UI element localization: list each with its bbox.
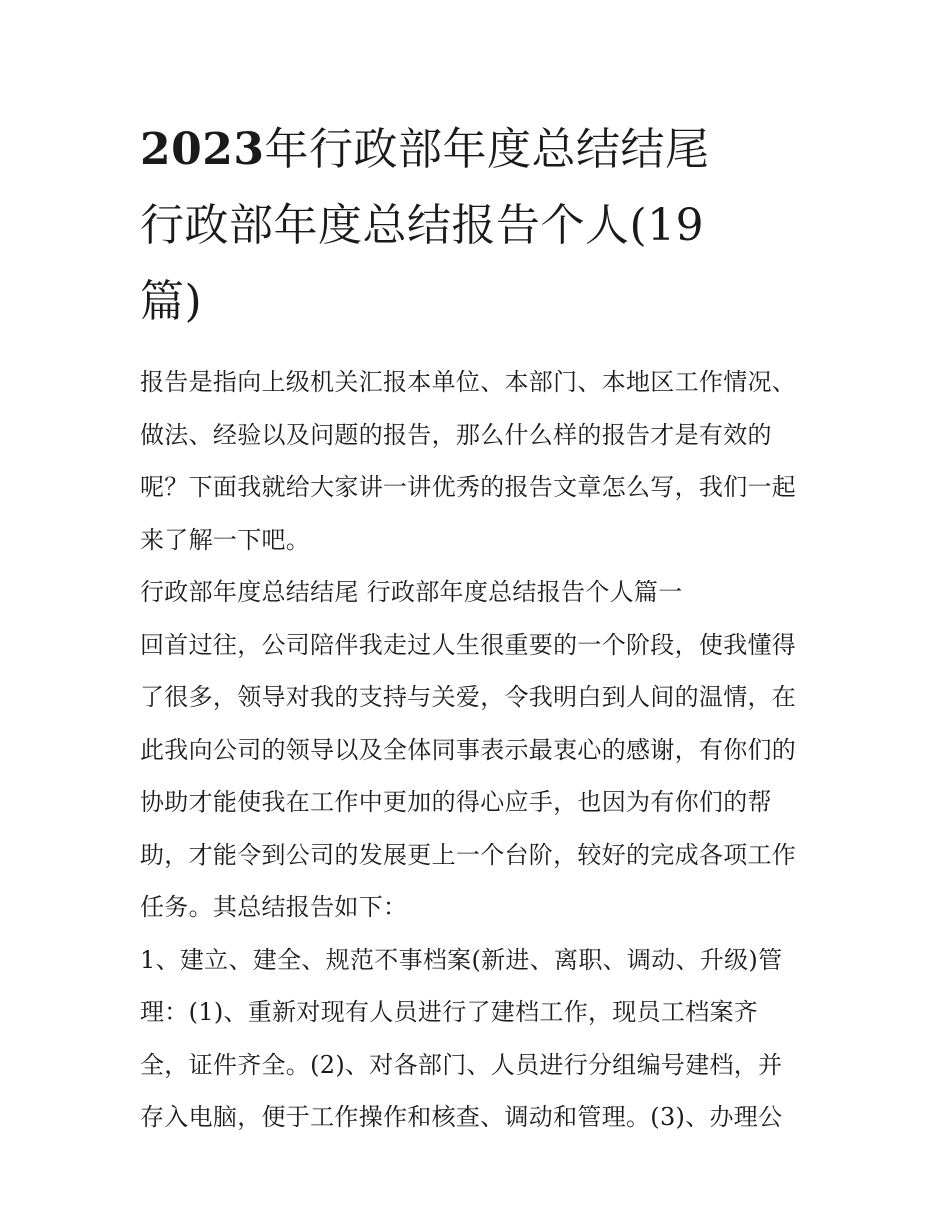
- body-line-4: 来了解一下吧。: [140, 525, 311, 554]
- body-line-9: 协助才能使我在工作中更加的得心应手，也因为有你们的帮: [140, 788, 772, 816]
- title-line-3: 篇): [140, 276, 203, 327]
- document-title: [140, 112, 820, 340]
- body-line-3: 呢？下面我就给大家讲一讲优秀的报告文章怎么写，我们一起: [140, 473, 797, 501]
- body-line-14: 全，证件齐全。(2)、对各部门、人员进行分组编号建档，并: [140, 1050, 783, 1079]
- body-line-15: 存入电脑，便于工作操作和核查、调动和管理。(3)、办理公: [140, 1103, 783, 1131]
- body-line-7: 了很多，领导对我的支持与关爱，令我明白到人间的温情，在: [140, 683, 797, 711]
- body-line-2: 做法、经验以及问题的报告，那么什么样的报告才是有效的: [140, 420, 772, 449]
- body-line-6: 回首过往，公司陪伴我走过人生很重要的一个阶段，使我懂得: [140, 630, 797, 659]
- document-body: [140, 356, 830, 1144]
- title-year: 2023: [140, 124, 265, 175]
- body-line-10: 助，才能令到公司的发展更上一个台阶，较好的完成各项工作: [140, 840, 797, 869]
- title-rest: 年行政部年度总结结尾: [264, 124, 710, 175]
- body-line-12: 1、建立、建全、规范不事档案(新进、离职、调动、升级)管: [140, 945, 783, 974]
- body-line-11: 任务。其总结报告如下：: [140, 893, 408, 921]
- section-heading-1: 行政部年度总结结尾 行政部年度总结报告个人篇一: [140, 578, 683, 606]
- body-line-13: 理：(1)、重新对现有人员进行了建档工作，现员工档案齐: [140, 998, 759, 1026]
- body-line-1: 报告是指向上级机关汇报本单位、本部门、本地区工作情况、: [140, 368, 797, 396]
- title-line-2: 行政部年度总结报告个人(19: [140, 200, 705, 251]
- body-line-8: 此我向公司的领导以及全体同事表示最衷心的感谢，有你们的: [140, 735, 797, 764]
- title-line-1: [140, 112, 820, 188]
